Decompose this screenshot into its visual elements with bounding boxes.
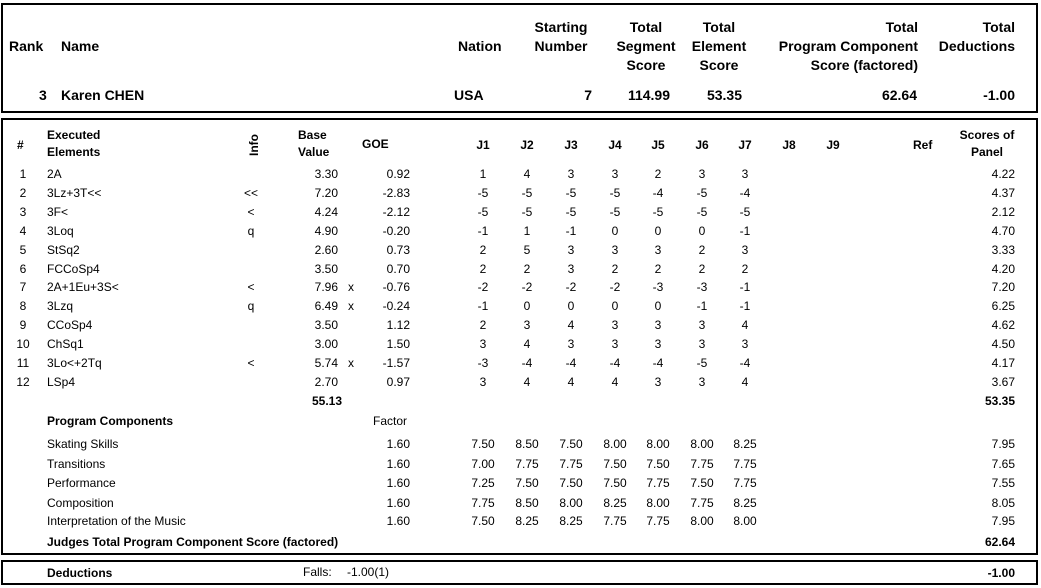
element-judge-score: 3 [567,262,575,276]
element-judge-score: -5 [521,186,533,200]
element-judge-score: 3 [698,318,706,332]
element-judge-score: 4 [741,375,749,389]
element-info: < [247,205,255,219]
element-number: 5 [19,243,27,257]
element-name: 3F< [47,205,69,219]
component-judge-score: 8.25 [733,437,757,451]
element-judge-score: 3 [523,318,531,332]
element-panel-score: 4.62 [991,318,1015,332]
element-judge-score: 3 [654,375,662,389]
element-judge-score: 2 [523,262,531,276]
element-goe: 1.50 [386,337,410,351]
nation-header: Nation [458,38,502,54]
element-judge-score: 2 [741,262,749,276]
element-info: < [247,356,255,370]
element-judge-score: -5 [521,205,533,219]
element-base-value: 7.20 [314,186,338,200]
base-value-header: Base Value [298,128,330,159]
judge-header-j3: J3 [564,138,578,152]
judge-header-j9: J9 [826,138,840,152]
component-panel-score: 7.55 [991,476,1015,490]
element-judge-score: 2 [654,262,662,276]
element-judge-score: 0 [654,299,662,313]
component-judge-score: 8.25 [733,496,757,510]
component-judge-score: 7.50 [603,476,627,490]
component-judge-score: 7.75 [471,496,495,510]
pcs-total-label: Judges Total Program Component Score (factored) [47,535,339,549]
judge-header-j6: J6 [695,138,709,152]
element-judge-score: -1 [739,280,751,294]
element-judge-score: -5 [565,186,577,200]
element-panel-score: 6.25 [991,299,1015,313]
element-judge-score: 3 [479,375,487,389]
component-judge-score: 7.75 [646,514,670,528]
element-judge-score: 5 [523,243,531,257]
elements-panel-total: 53.35 [984,394,1015,408]
element-judge-score: -1 [477,299,489,313]
element-judge-score: 2 [479,243,487,257]
element-judge-score: -5 [477,205,489,219]
element-judge-score: -3 [652,280,664,294]
element-base-value: 3.50 [314,262,338,276]
element-judge-score: 4 [523,337,531,351]
component-name: Skating Skills [47,437,119,451]
element-name: ChSq1 [47,337,84,351]
component-judge-score: 7.75 [690,496,714,510]
element-judge-score: -1 [477,224,489,238]
component-panel-score: 7.95 [991,437,1015,451]
element-judge-score: -3 [696,280,708,294]
element-base-value: 3.00 [314,337,338,351]
element-name: 3Lzq [47,299,74,313]
judge-header-j5: J5 [651,138,665,152]
pcs-total-value: 62.64 [984,535,1015,549]
element-base-value: 4.24 [314,205,338,219]
element-base-value: 4.90 [314,224,338,238]
falls-label: Falls: [303,565,332,579]
deductions-box [1,560,1038,585]
element-judge-score: -1 [565,224,577,238]
component-judge-score: 7.50 [559,476,583,490]
element-judge-score: -4 [521,356,533,370]
skater-pcs: 62.64 [881,87,917,103]
component-panel-score: 8.05 [991,496,1015,510]
element-judge-score: -5 [477,186,489,200]
component-judge-score: 7.50 [515,476,539,490]
element-number: 9 [19,318,27,332]
element-bonus-x: x [348,280,354,294]
judge-header-j8: J8 [782,138,796,152]
element-info: q [247,224,255,238]
element-name: LSp4 [47,375,76,389]
element-number: 1 [19,167,27,181]
falls-value: -1.00(1) [347,565,390,579]
element-judge-score: -4 [739,356,751,370]
element-judge-score: 3 [654,318,662,332]
element-number: 8 [19,299,27,313]
element-name: 3Loq [47,224,74,238]
element-base-value: 2.70 [314,375,338,389]
element-number: 11 [16,356,30,370]
element-panel-score: 7.20 [991,280,1015,294]
component-judge-score: 7.50 [559,437,583,451]
skater-rank: 3 [39,87,47,103]
element-judge-score: 2 [479,318,487,332]
element-judge-score: 0 [611,224,619,238]
element-judge-score: -3 [477,356,489,370]
element-goe: 0.70 [386,262,410,276]
element-number: 2 [19,186,27,200]
component-judge-score: 8.50 [515,496,539,510]
element-judge-score: 4 [523,167,531,181]
component-name: Transitions [47,457,106,471]
element-number: 3 [19,205,27,219]
element-judge-score: -1 [696,299,708,313]
skater-tes: 53.35 [706,87,742,103]
element-judge-score: -4 [609,356,621,370]
element-panel-score: 4.17 [991,356,1015,370]
element-judge-score: 4 [523,375,531,389]
element-judge-score: 0 [523,299,531,313]
tss-header: Total Segment Score [616,19,676,73]
element-panel-score: 4.20 [991,262,1015,276]
element-judge-score: -5 [652,205,664,219]
component-name: Performance [47,476,116,490]
element-panel-score: 4.70 [991,224,1015,238]
component-judge-score: 8.25 [515,514,539,528]
component-judge-score: 8.00 [690,514,714,528]
tes-header: Total Element Score [691,19,747,73]
component-factor: 1.60 [386,496,410,510]
element-judge-score: -2 [565,280,577,294]
element-judge-score: -4 [652,186,664,200]
element-number: 6 [19,262,27,276]
component-judge-score: 8.50 [515,437,539,451]
element-panel-score: 4.50 [991,337,1015,351]
component-judge-score: 8.00 [690,437,714,451]
rank-header: Rank [9,38,44,54]
element-judge-score: 3 [611,337,619,351]
info-header: Info [247,134,261,156]
element-info: < [247,280,255,294]
element-judge-score: -2 [477,280,489,294]
element-name: CCoSp4 [47,318,93,332]
component-judge-score: 7.50 [690,476,714,490]
element-judge-score: -5 [696,205,708,219]
element-judge-score: -4 [652,356,664,370]
component-judge-score: 7.75 [603,514,627,528]
deductions-total: -1.00 [987,566,1015,580]
ref-header: Ref [913,138,933,152]
element-judge-score: 4 [567,375,575,389]
element-goe: -2.12 [382,205,410,219]
factor-header: Factor [373,414,408,428]
element-judge-score: 4 [611,375,619,389]
element-judge-score: 2 [479,262,487,276]
element-judge-score: -5 [696,356,708,370]
element-judge-score: 2 [698,243,706,257]
pcs-header: Total Program Component Score (factored) [778,19,918,73]
component-judge-score: 8.00 [646,437,670,451]
component-judge-score: 8.00 [646,496,670,510]
component-judge-score: 8.00 [733,514,757,528]
element-goe: -0.76 [382,280,410,294]
starting-number-header: Starting Number [534,19,588,54]
component-judge-score: 8.00 [603,437,627,451]
component-panel-score: 7.65 [991,457,1015,471]
deductions-header: Total Deductions [938,19,1015,54]
component-judge-score: 7.00 [471,457,495,471]
skater-tss: 114.99 [627,87,670,103]
element-goe: -0.20 [382,224,410,238]
element-judge-score: 1 [523,224,531,238]
component-factor: 1.60 [386,457,410,471]
base-value-total: 55.13 [311,394,342,408]
element-judge-score: 3 [567,243,575,257]
component-panel-score: 7.95 [991,514,1015,528]
component-judge-score: 7.75 [559,457,583,471]
element-judge-score: -5 [696,186,708,200]
element-judge-score: 4 [741,318,749,332]
skater-starting-number: 7 [584,87,592,103]
element-judge-score: -5 [565,205,577,219]
element-number: 12 [16,375,30,389]
element-panel-score: 3.33 [991,243,1015,257]
element-judge-score: -5 [609,186,621,200]
element-goe: -1.57 [382,356,410,370]
component-factor: 1.60 [386,437,410,451]
element-name: 2A+1Eu+3S< [47,280,119,294]
element-goe: 0.73 [386,243,410,257]
element-goe: 0.97 [386,375,410,389]
element-judge-score: 2 [611,262,619,276]
element-judge-score: 3 [654,337,662,351]
element-judge-score: 3 [698,167,706,181]
element-base-value: 3.30 [314,167,338,181]
element-judge-score: 3 [741,243,749,257]
component-judge-score: 8.25 [559,514,583,528]
component-factor: 1.60 [386,514,410,528]
element-base-value: 6.49 [314,299,338,313]
component-judge-score: 7.50 [471,437,495,451]
element-info: q [247,299,255,313]
element-panel-score: 4.22 [991,167,1015,181]
element-goe: -2.83 [382,186,410,200]
judge-header-j4: J4 [608,138,622,152]
element-panel-score: 2.12 [991,205,1015,219]
element-info: << [243,186,258,200]
component-name: Composition [47,496,114,510]
element-judge-score: -5 [739,205,751,219]
element-name: 3Lz+3T<< [47,186,102,200]
element-name: 2A [47,167,62,181]
component-judge-score: 7.25 [471,476,495,490]
element-judge-score: -2 [609,280,621,294]
element-judge-score: -1 [739,299,751,313]
element-judge-score: 3 [611,167,619,181]
element-name: StSq2 [47,243,80,257]
component-factor: 1.60 [386,476,410,490]
element-name: 3Lo<+2Tq [47,356,102,370]
element-judge-score: 4 [567,318,575,332]
component-judge-score: 7.50 [646,457,670,471]
component-judge-score: 7.50 [603,457,627,471]
judge-header-j2: J2 [520,138,534,152]
element-number: 4 [19,224,27,238]
element-judge-score: 3 [741,167,749,181]
component-judge-score: 7.50 [471,514,495,528]
element-judge-score: 0 [567,299,575,313]
component-judge-score: 8.00 [559,496,583,510]
name-header: Name [61,38,100,54]
element-judge-score: 3 [479,337,487,351]
element-judge-score: 3 [567,337,575,351]
element-number: 7 [19,280,27,294]
element-judge-score: 3 [654,243,662,257]
element-base-value: 3.50 [314,318,338,332]
element-goe: -0.24 [382,299,410,313]
element-panel-score: 3.67 [991,375,1015,389]
element-judge-score: -1 [739,224,751,238]
element-judge-score: 1 [479,167,487,181]
goe-header: GOE [362,137,389,151]
component-judge-score: 7.75 [690,457,714,471]
judge-header-j7: J7 [738,138,752,152]
element-judge-score: 2 [654,167,662,181]
element-judge-score: -4 [565,356,577,370]
element-goe: 1.12 [386,318,410,332]
skater-name: Karen CHEN [61,87,145,103]
component-name: Interpretation of the Music [47,514,186,528]
element-judge-score: 3 [698,337,706,351]
element-base-value: 2.60 [314,243,338,257]
component-judge-score: 7.75 [515,457,539,471]
executed-elements-header: Executed Elements [47,128,101,159]
element-judge-score: 3 [611,318,619,332]
skater-deductions: -1.00 [983,87,1015,103]
component-judge-score: 7.75 [646,476,670,490]
element-judge-score: 3 [698,375,706,389]
element-judge-score: 0 [698,224,706,238]
skater-nation: USA [454,87,484,103]
element-panel-score: 4.37 [991,186,1015,200]
element-judge-score: 3 [741,337,749,351]
element-base-value: 7.96 [314,280,338,294]
element-name: FCCoSp4 [47,262,100,276]
scores-of-panel-header: Scores of Panel [959,128,1015,159]
element-bonus-x: x [348,356,354,370]
element-judge-score: 3 [567,167,575,181]
element-goe: 0.92 [386,167,410,181]
element-judge-score: 2 [698,262,706,276]
component-judge-score: 7.75 [733,457,757,471]
component-judge-score: 7.75 [733,476,757,490]
element-judge-score: -2 [521,280,533,294]
element-judge-score: 3 [611,243,619,257]
program-components-header: Program Components [47,414,174,428]
judge-header-j1: J1 [476,138,490,152]
element-number: 10 [16,337,30,351]
element-judge-score: -4 [739,186,751,200]
element-judge-score: -5 [609,205,621,219]
element-judge-score: 0 [654,224,662,238]
num-header: # [17,138,24,152]
component-judge-score: 8.25 [603,496,627,510]
element-base-value: 5.74 [314,356,338,370]
deductions-label: Deductions [47,566,113,580]
element-judge-score: 0 [611,299,619,313]
element-bonus-x: x [348,299,354,313]
